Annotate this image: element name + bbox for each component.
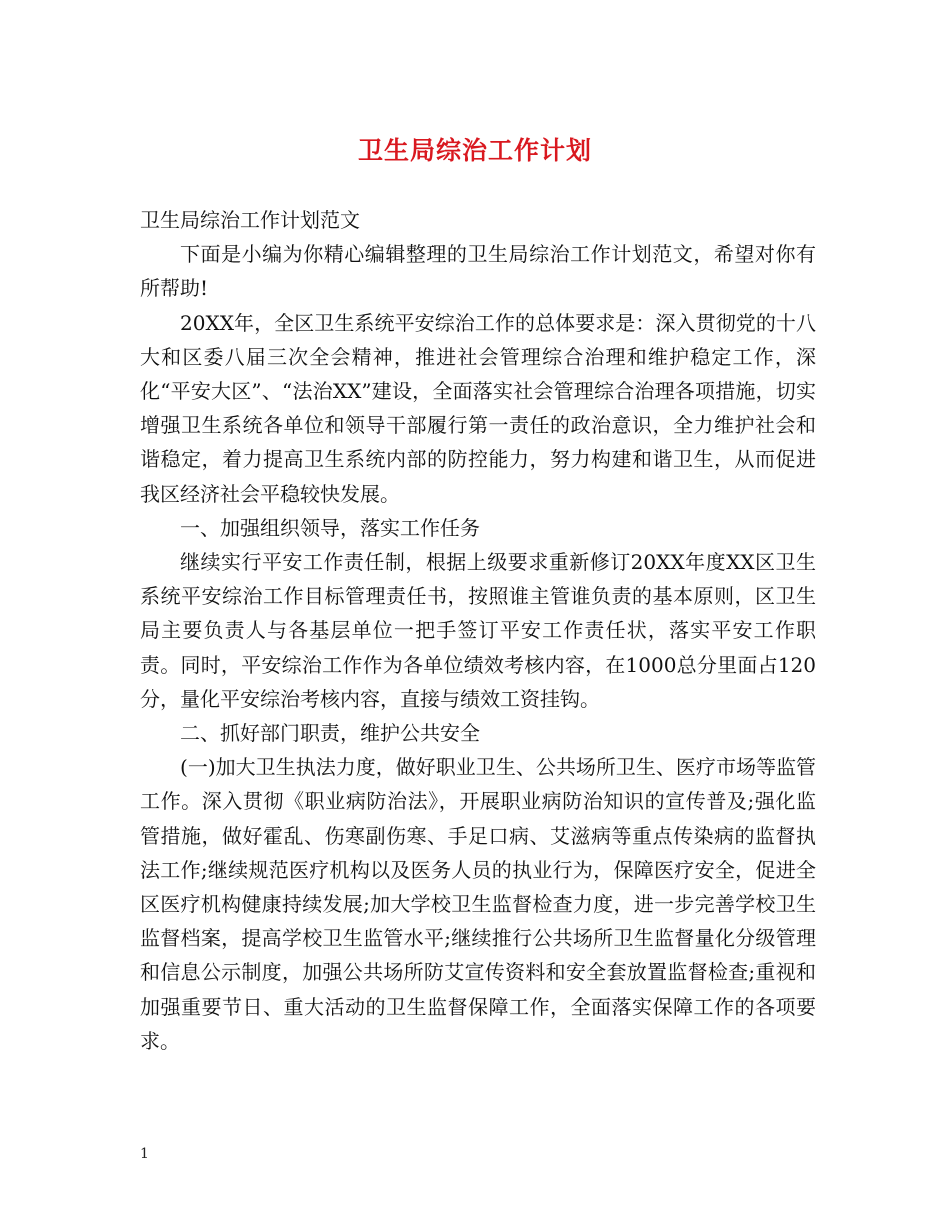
section-2-paragraph: (一)加大卫生执法力度，做好职业卫生、公共场所卫生、医疗市场等监管工作。深入贯彻《职业病防治法》，开展职业病防治知识的宣传普及;强化监管措施，做好霍乱、伤寒副伤寒、手足口病、艾滋病等重点传染病的监督执法工作;继续规范医疗机构以及医务人员的执业行为，保障医疗安全，促进全区医疗机构健康持续发展;加大学校卫生监督检查力度，进一步完善学校卫生监督档案，提高学校卫生监管水平;继续推行公共场所卫生监督量化分级管理和信息公示制度，加强公共场所防艾宣传资料和安全套放置监督检查;重视和加强重要节日、重大活动的卫生监督保障工作，全面落实保障工作的各项要求。 <box>140 755 816 1053</box>
intro-paragraph: 下面是小编为你精心编辑整理的卫生局综治工作计划范文，希望对你有所帮助! <box>140 242 816 301</box>
section-heading-2: 二、抓好部门职责，维护公共安全 <box>180 721 480 746</box>
overview-paragraph: 20XX年，全区卫生系统平安综治工作的总体要求是：深入贯彻党的十八大和区委八届三次全会精神，推进社会管理综合治理和维护稳定工作，深化“平安大区”、“法治XX”建设，全面落实社会管理综合治理各项措施，切实增强卫生系统各单位和领导干部履行第一责任的政治意识，全力维护社会和谐稳定，着力提高卫生系统内部的防控能力，努力构建和谐卫生，从而促进我区经济社会平稳较快发展。 <box>140 310 816 506</box>
document-subtitle: 卫生局综治工作计划范文 <box>140 208 360 232</box>
section-heading-1: 一、加强组织领导，落实工作任务 <box>180 515 480 540</box>
document-body <box>140 203 816 1058</box>
document-title: 卫生局综治工作计划 <box>357 136 592 165</box>
page-number: 1 <box>140 1146 149 1162</box>
section-1-paragraph: 继续实行平安工作责任制，根据上级要求重新修订20XX年度XX区卫生系统平安综治工作目标管理责任书，按照谁主管谁负责的基本原则，区卫生局主要负责人与各基层单位一把手签订平安工作责任状，落实平安工作职责。同时，平安综治工作作为各单位绩效考核内容，在1000总分里面占120分，量化平安综治考核内容，直接与绩效工资挂钩。 <box>140 550 816 711</box>
